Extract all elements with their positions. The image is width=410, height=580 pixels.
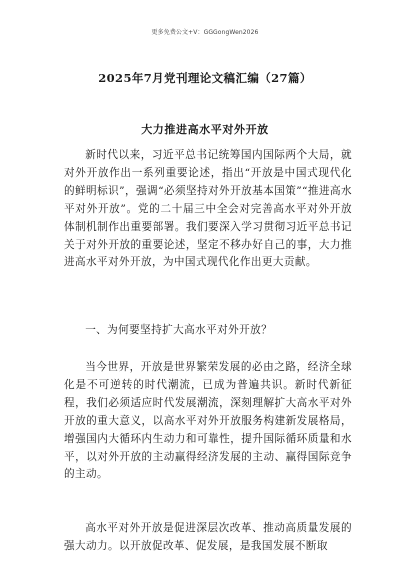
paragraph-body: 当今世界，开放是世界繁荣发展的必由之路，经济全球化是不可逆转的时代潮流，已成为普遍共识。新时代新征程，我们必须适应时代发展潮流，深刻理解扩大高水平对外开放的重大意义，以高水平对外开放服务构建新发展格局，增强国内大循环内生动力和可靠性，提升国际循环质量和水平，以对外开放的主动赢得经济发展的主动、赢得国际竞争的主动。 (64, 361, 352, 481)
document-title: 2025年7月党刊理论文稿汇编（27篇） (98, 71, 312, 85)
header-note: 更多免费公文+V：GGGongWen2026 (151, 29, 259, 36)
paragraph-intro: 新时代以来，习近平总书记统筹国内国际两个大局，就对外开放作出一系列重要论述，指出“开放是中国式现代化的鲜明标识”，强调“必须坚持对外开放基本国策”“推进高水平对外开放”。党的二十届三中全会对完善高水平对外开放体制机制作出重要部署。我们要深入学习贯彻习近平总书记关于对外开放的重要论述，坚定不移办好自己的事，大力推进高水平对外开放，为中国式现代化作出更大贡献。 (64, 149, 352, 269)
article-title: 大力推进高水平对外开放 (141, 123, 269, 136)
section-heading: 一、为何要坚持扩大高水平对外开放？ (85, 324, 273, 336)
paragraph-body: 高水平对外开放是促进深层次改革、推动高质量发展的强大动力。以开放促改革、促发展，是我国发展不断取 (64, 522, 352, 552)
